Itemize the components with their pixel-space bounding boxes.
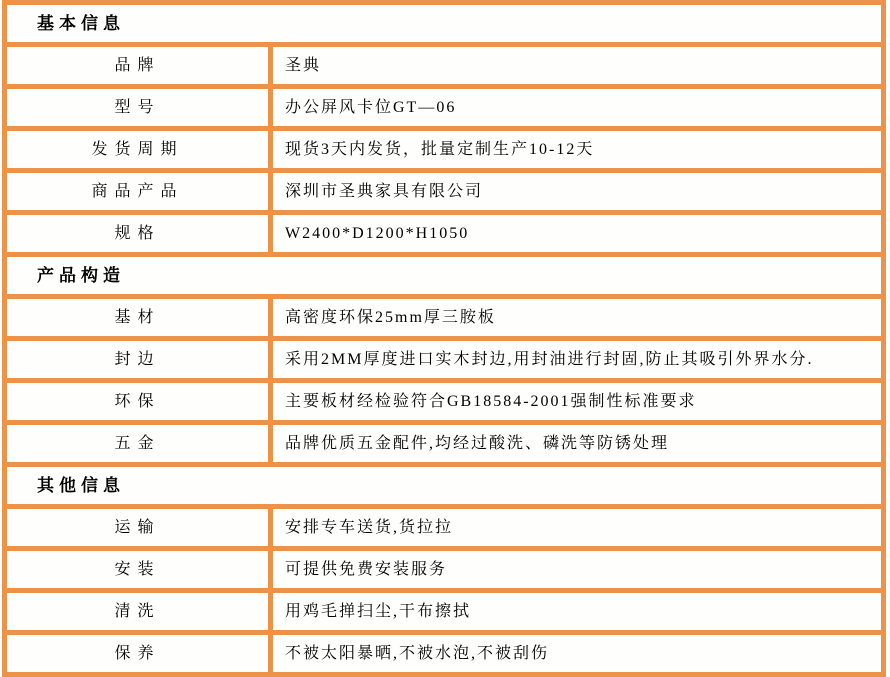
row-label: 清洗 (5, 591, 271, 633)
row-label: 规格 (5, 213, 271, 255)
row-label: 安装 (5, 549, 271, 591)
row-label: 发货周期 (5, 129, 271, 171)
row-value: 可提供免费安装服务 (271, 549, 884, 591)
section-title: 产品构造 (5, 255, 884, 297)
section-header-row (5, 255, 884, 297)
row-label: 品牌 (5, 45, 271, 87)
table-row (5, 297, 884, 339)
row-value: 安排专车送货,货拉拉 (271, 507, 884, 549)
section-header-row (5, 465, 884, 507)
table-row (5, 381, 884, 423)
table-row (5, 87, 884, 129)
row-label: 封边 (5, 339, 271, 381)
row-label: 基材 (5, 297, 271, 339)
table-row (5, 423, 884, 465)
row-label: 商品产品 (5, 171, 271, 213)
table-row (5, 45, 884, 87)
row-value: 主要板材经检验符合GB18584-2001强制性标准要求 (271, 381, 884, 423)
row-value: 不被太阳暴晒,不被水泡,不被刮伤 (271, 633, 884, 675)
row-value: 采用2MM厚度进口实木封边,用封油进行封固,防止其吸引外界水分. (271, 339, 884, 381)
table-row (5, 591, 884, 633)
row-label: 五金 (5, 423, 271, 465)
product-info-table (2, 0, 886, 677)
table-row (5, 339, 884, 381)
row-value: 用鸡毛掸扫尘,干布擦拭 (271, 591, 884, 633)
row-label: 型号 (5, 87, 271, 129)
row-value: 圣典 (271, 45, 884, 87)
row-value: 办公屏风卡位GT—06 (271, 87, 884, 129)
table-row (5, 633, 884, 675)
table-row (5, 213, 884, 255)
row-label: 保养 (5, 633, 271, 675)
row-value: 高密度环保25mm厚三胺板 (271, 297, 884, 339)
row-value: 深圳市圣典家具有限公司 (271, 171, 884, 213)
section-title: 其他信息 (5, 465, 884, 507)
table-row (5, 171, 884, 213)
row-label: 运输 (5, 507, 271, 549)
table-row (5, 507, 884, 549)
row-value: W2400*D1200*H1050 (271, 213, 884, 255)
section-header-row (5, 3, 884, 45)
table-row (5, 549, 884, 591)
row-value: 品牌优质五金配件,均经过酸洗、磷洗等防锈处理 (271, 423, 884, 465)
section-title: 基本信息 (5, 3, 884, 45)
table-row (5, 129, 884, 171)
row-value: 现货3天内发货，批量定制生产10-12天 (271, 129, 884, 171)
row-label: 环保 (5, 381, 271, 423)
